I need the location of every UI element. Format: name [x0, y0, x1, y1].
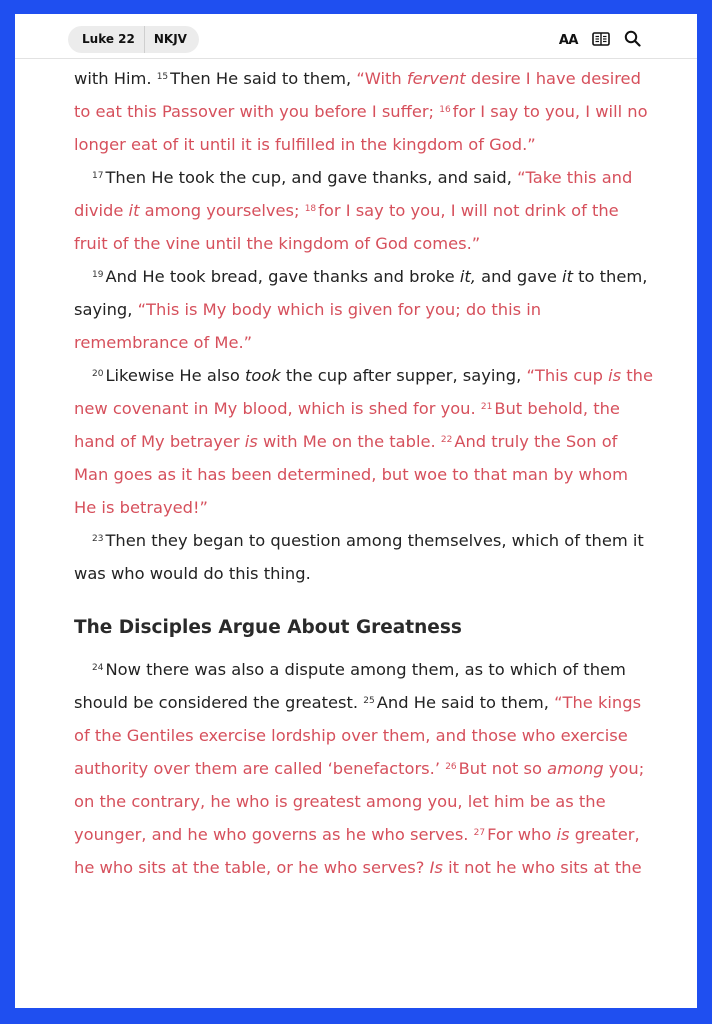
text-span: “With — [356, 69, 407, 88]
text-span: “The kings of the Gentiles exercise lordship over them, and those who exercise authority over them are called ‘benefactors.’ — [74, 693, 642, 778]
verse-number[interactable]: 20 — [92, 369, 104, 379]
verse-25-27-words-of-christ — [74, 693, 644, 910]
reader-window — [15, 14, 697, 1008]
verse-number[interactable]: 23 — [92, 534, 104, 544]
verse-21-text: But behold, the hand of My betrayer — [74, 399, 620, 451]
verse-number[interactable]: 16 — [439, 105, 451, 115]
italic-text: fervent — [406, 69, 466, 88]
verse-22-text: And truly the Son of Man goes as it has been determined, but woe to that man by whom He is betrayed!” — [74, 432, 628, 517]
verse-20-words-of-christ — [74, 366, 653, 517]
verse-19-words-of-christ: “This is My body which is given for you; do this in remembrance of Me.” — [74, 300, 542, 352]
paragraph-v24-28 — [74, 653, 654, 917]
bottom-blank-area — [15, 894, 697, 1008]
paragraph-v14-16 — [74, 62, 654, 161]
scripture-text — [74, 62, 654, 950]
text-span: it not he who sits at the — [448, 858, 642, 877]
verse-19-text: And He took bread, gave thanks and broke — [105, 267, 460, 286]
text-span: “Take this and divide — [74, 168, 633, 220]
verse-20-text: Likewise He also — [105, 366, 245, 385]
text-span: and gave — [475, 267, 563, 286]
verse-27-text: For who — [487, 825, 557, 844]
toolbar-icons — [559, 30, 641, 51]
text-span: desire I have desired to eat this Passover with you before I suffer; — [74, 69, 641, 121]
text-size-label: AA — [558, 33, 578, 48]
parallel-view-icon[interactable] — [592, 31, 610, 50]
verse-14-text: with Him. — [74, 69, 157, 88]
italic-text: it — [562, 267, 573, 286]
italic-text: it — [128, 201, 140, 220]
section-heading: The Disciples Argue About Greatness — [74, 617, 462, 638]
italic-text: is — [608, 366, 622, 385]
italic-text: Is — [429, 858, 443, 877]
paragraph-v23 — [74, 524, 654, 590]
search-icon[interactable] — [624, 30, 641, 51]
italic-text: among — [547, 759, 604, 778]
italic-text: is — [556, 825, 570, 844]
text-span: to them, saying, — [74, 267, 648, 319]
italic-text: it, — [459, 267, 476, 286]
verse-15-text: Then He said to them, — [170, 69, 357, 88]
verse-17-text: Then He took the cup, and gave thanks, and said, — [105, 168, 518, 187]
text-span: the cup after supper, saying, — [280, 366, 527, 385]
paragraph-v20-22 — [74, 359, 654, 524]
verse-25-text: And He said to them, — [376, 693, 555, 712]
verse-number[interactable]: 25 — [363, 696, 375, 706]
text-span: among yourselves; — [139, 201, 305, 220]
text-span: with Me on the table. — [257, 432, 441, 451]
verse-23-text: Then they began to question among themselves, which of them it was who would do this thing. — [74, 531, 644, 583]
verse-number[interactable]: 19 — [92, 270, 104, 280]
text-span: “This cup — [526, 366, 609, 385]
paragraph-v17-18 — [74, 161, 654, 260]
passage-selector — [68, 26, 199, 53]
version-button[interactable]: NKJV — [144, 26, 199, 53]
verse-number[interactable]: 26 — [445, 762, 457, 772]
verse-26-text: But not so — [458, 759, 548, 778]
verse-number[interactable]: 27 — [473, 828, 486, 838]
verse-number[interactable]: 17 — [92, 171, 104, 181]
paragraph-v19 — [74, 260, 654, 359]
text-span: greater, he who sits at the table, or he who serves? — [74, 825, 640, 877]
verse-number[interactable]: 15 — [156, 72, 169, 82]
italic-text: took — [244, 366, 281, 385]
verse-number[interactable]: 22 — [440, 435, 453, 445]
verse-16-text: for I say to you, I will no longer eat of it until it is fulfilled in the kingdom of God.” — [74, 102, 648, 154]
verse-number[interactable]: 24 — [92, 663, 104, 673]
verse-24-text: Now there was also a dispute among them, as to which of them should be considered the greatest. — [74, 660, 626, 712]
italic-text: is — [244, 432, 258, 451]
reader-toolbar — [15, 14, 697, 59]
text-span: you; on the contrary, he who is greatest among you, let him be as the younger, and he who governs as he who serves. — [74, 759, 645, 844]
book-chapter-button[interactable]: Luke 22 — [82, 32, 135, 46]
verse-number[interactable]: 18 — [304, 204, 317, 214]
verse-number[interactable]: 21 — [480, 402, 493, 412]
verse-18-text: for I say to you, I will not drink of the fruit of the vine until the kingdom of God comes.” — [74, 201, 619, 253]
text-size-icon[interactable] — [559, 33, 578, 48]
text-span: the new covenant in My blood, which is shed for you. — [74, 366, 654, 418]
